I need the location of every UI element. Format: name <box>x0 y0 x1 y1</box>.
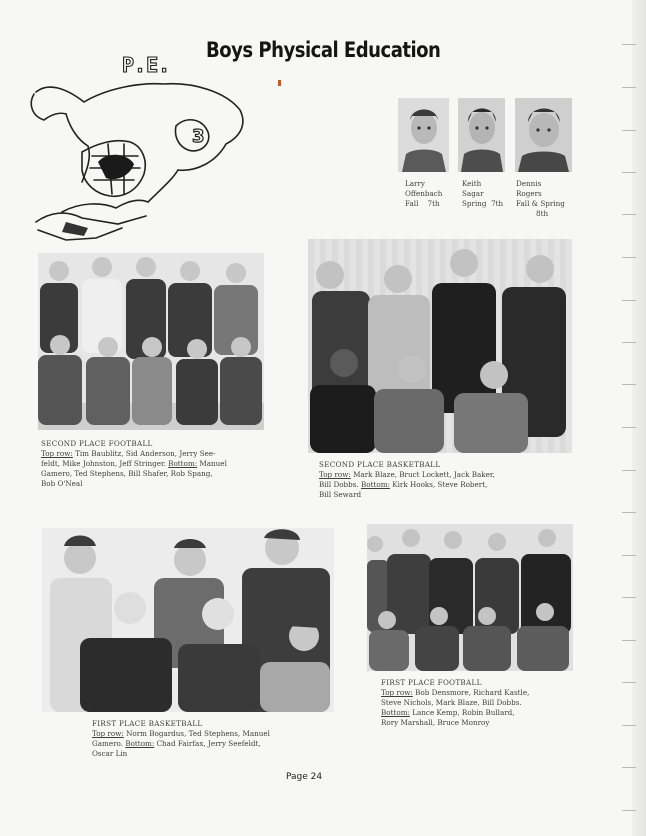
page-title: Boys Physical Education <box>206 38 441 62</box>
team-photo-second-football <box>38 253 264 430</box>
ink-mark <box>278 80 281 86</box>
portrait-caption: Dennis Rogers Fall & Spring 8th <box>516 179 565 218</box>
page-edge <box>632 0 646 836</box>
portrait-caption: Larry Offenbach Fall 7th <box>405 179 443 208</box>
caption-second-place-football: SECOND PLACE FOOTBALL Top row: Tim Baublitz, Sid Anderson, Jerry See- feldt, Mike Johnston, Jeff Stringer. Bottom: Manuel Gamero, Ted Stephens, Bill Shafer, Rob Spang, Bob O'Neal <box>41 439 227 488</box>
pe-lettering: P.E. <box>122 53 171 77</box>
team-photo-first-football <box>367 524 573 671</box>
portrait-photo <box>515 98 572 172</box>
caption-first-place-basketball: FIRST PLACE BASKETBALL Top row: Norm Bogardus, Ted Stephens, Manuel Gamero. Bottom: Chad Fairfax, Jerry Seefeldt, Oscar Lin <box>92 719 270 758</box>
portrait-photo <box>458 98 505 172</box>
jersey-number: 3 <box>192 126 205 147</box>
page-number: Page 24 <box>286 772 323 782</box>
team-photo-second-basketball <box>308 239 572 453</box>
portrait-photo <box>398 98 449 172</box>
caption-first-place-football: FIRST PLACE FOOTBALL Top row: Bob Densmore, Richard Kastle, Steve Nichols, Mark Blaze, Bill Dobbs. Bottom: Lance Kemp, Robin Bullard, Rory Marshall, Bruce Monroy <box>381 678 530 727</box>
portrait-caption: Keith Sagar Spring 7th <box>462 179 504 208</box>
football-player-sketch <box>26 52 252 246</box>
caption-second-place-basketball: SECOND PLACE BASKETBALL Top row: Mark Blaze, Bruct Lockett, Jack Baker, Bill Dobbs. Bottom: Kirk Hooks, Steve Robert, Bill Seward <box>319 460 495 499</box>
team-photo-first-basketball <box>42 528 334 712</box>
